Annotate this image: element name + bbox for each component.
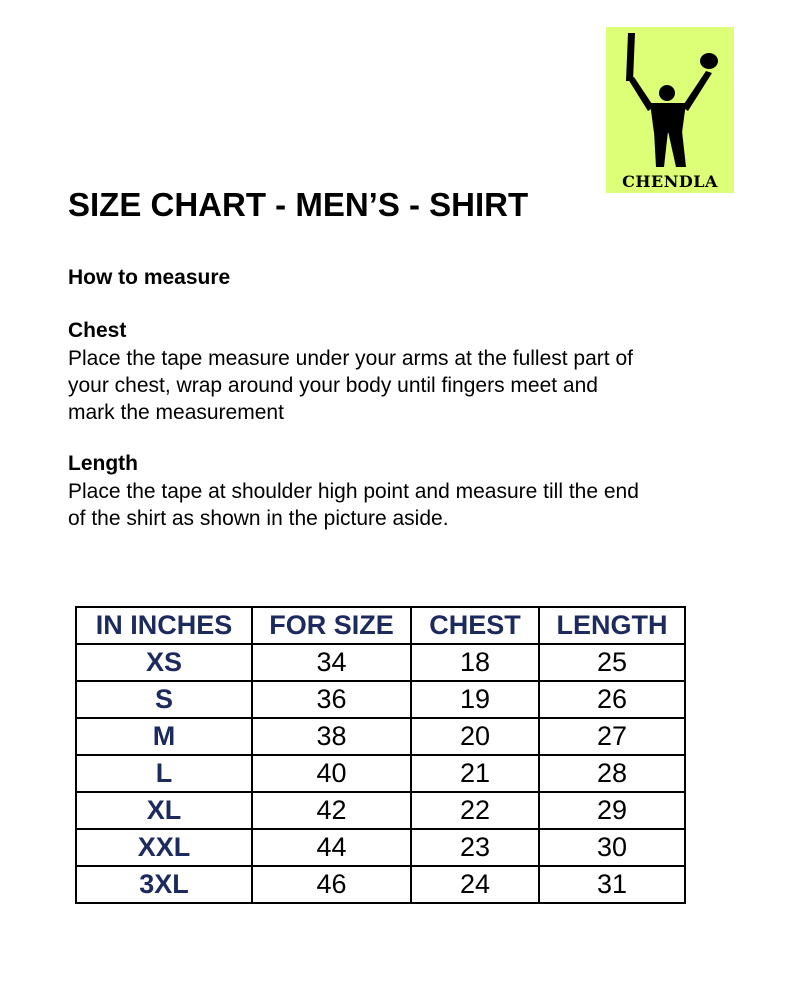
length-value: 31	[539, 866, 685, 903]
length-value: 29	[539, 792, 685, 829]
length-value: 27	[539, 718, 685, 755]
header-in-inches: IN INCHES	[76, 607, 252, 644]
chest-value: 18	[411, 644, 539, 681]
table-row	[76, 755, 685, 792]
table-row	[76, 681, 685, 718]
chest-value: 23	[411, 829, 539, 866]
size-label: XXL	[76, 829, 252, 866]
length-instructions: Place the tape at shoulder high point and measure till the end of the shirt as shown in the picture aside.	[68, 480, 639, 530]
header-for-size: FOR SIZE	[252, 607, 411, 644]
header-length: LENGTH	[539, 607, 685, 644]
chest-value: 20	[411, 718, 539, 755]
brand-logo	[606, 27, 734, 193]
size-label: XS	[76, 644, 252, 681]
size-label: S	[76, 681, 252, 718]
cricketer-celebrating-icon	[606, 27, 734, 172]
length-value: 30	[539, 829, 685, 866]
for-size-value: 36	[252, 681, 411, 718]
how-to-measure-heading: How to measure	[68, 266, 231, 289]
chest-instructions: Place the tape measure under your arms at the fullest part of your chest, wrap around your body until fingers meet and mark the measurement	[68, 347, 633, 424]
table-row	[76, 866, 685, 903]
table-row	[76, 829, 685, 866]
table-row	[76, 718, 685, 755]
for-size-value: 44	[252, 829, 411, 866]
table-header-row	[76, 607, 685, 644]
table-row	[76, 644, 685, 681]
chest-heading: Chest	[68, 319, 127, 342]
size-label: XL	[76, 792, 252, 829]
for-size-value: 42	[252, 792, 411, 829]
table-row	[76, 792, 685, 829]
length-heading: Length	[68, 452, 138, 475]
size-chart-table	[75, 606, 686, 904]
length-value: 28	[539, 755, 685, 792]
for-size-value: 38	[252, 718, 411, 755]
chest-value: 22	[411, 792, 539, 829]
for-size-value: 46	[252, 866, 411, 903]
brand-name: CHENDLA	[622, 172, 718, 191]
chest-value: 21	[411, 755, 539, 792]
for-size-value: 40	[252, 755, 411, 792]
chest-value: 19	[411, 681, 539, 718]
for-size-value: 34	[252, 644, 411, 681]
size-label: L	[76, 755, 252, 792]
page-title: SIZE CHART - MEN’S - SHIRT	[68, 186, 529, 223]
header-chest: CHEST	[411, 607, 539, 644]
size-label: M	[76, 718, 252, 755]
size-label: 3XL	[76, 866, 252, 903]
length-value: 26	[539, 681, 685, 718]
length-value: 25	[539, 644, 685, 681]
chest-value: 24	[411, 866, 539, 903]
